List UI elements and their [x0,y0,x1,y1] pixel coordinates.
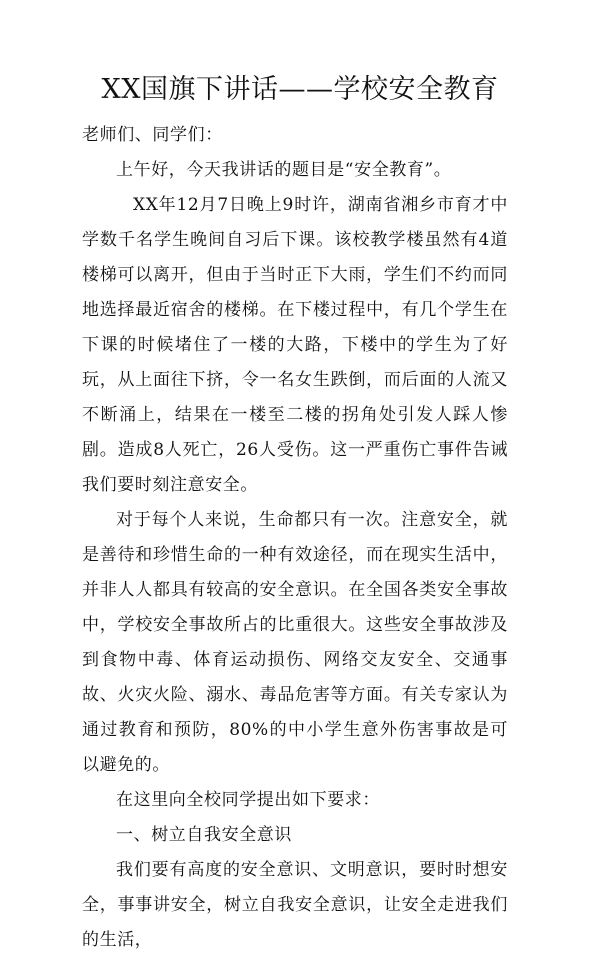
section-heading-1: 一、树立自我安全意识 [116,825,292,845]
salutation: 老师们、同学们： [82,125,223,145]
paragraph-awareness: 我们要有高度的安全意识、文明意识，要时时想安全，事事讲安全，树立自我安全意识，让安全走进我们的生活， [82,860,508,950]
paragraph-greeting: 上午好，今天我讲话的题目是“安全教育”。 [116,160,452,180]
paragraph-safety-importance: 对于每个人来说，生命都只有一次。注意安全，就是善待和珍惜生命的一种有效途径，而在现实生活中，并非人人都具有较高的安全意识。在全国各类安全事故中，学校安全事故所占的比重很大。这些安全事故涉及到食物中毒、体育运动损伤、网络交友安全、交通事故、火灾火险、溺水、毒品危害等方面。有关专家认为通过教育和预防，80%的中小学生意外伤害事故是可以避免的。 [82,510,508,775]
paragraph-incident: XX年12月7日晚上9时许，湖南省湘乡市育才中学数千名学生晚间自习后下课。该校教学楼虽然有4道楼梯可以离开，但由于当时正下大雨，学生们不约而同地选择最近宿舍的楼梯。在下楼过程中，有几个学生在下课的时候堵住了一楼的大路，下楼中的学生为了好玩，从上面往下挤，令一名女生跌倒，而后面的人流又不断涌上，结果在一楼至二楼的拐角处引发人踩人惨剧。造成8人死亡，26人受伤。这一严重伤亡事件告诫我们要时刻注意安全。 [82,195,508,495]
document-title: XX国旗下讲话——学校安全教育 [101,74,499,105]
paragraph-requirements-intro: 在这里向全校同学提出如下要求： [116,790,380,810]
document-body [82,118,508,958]
